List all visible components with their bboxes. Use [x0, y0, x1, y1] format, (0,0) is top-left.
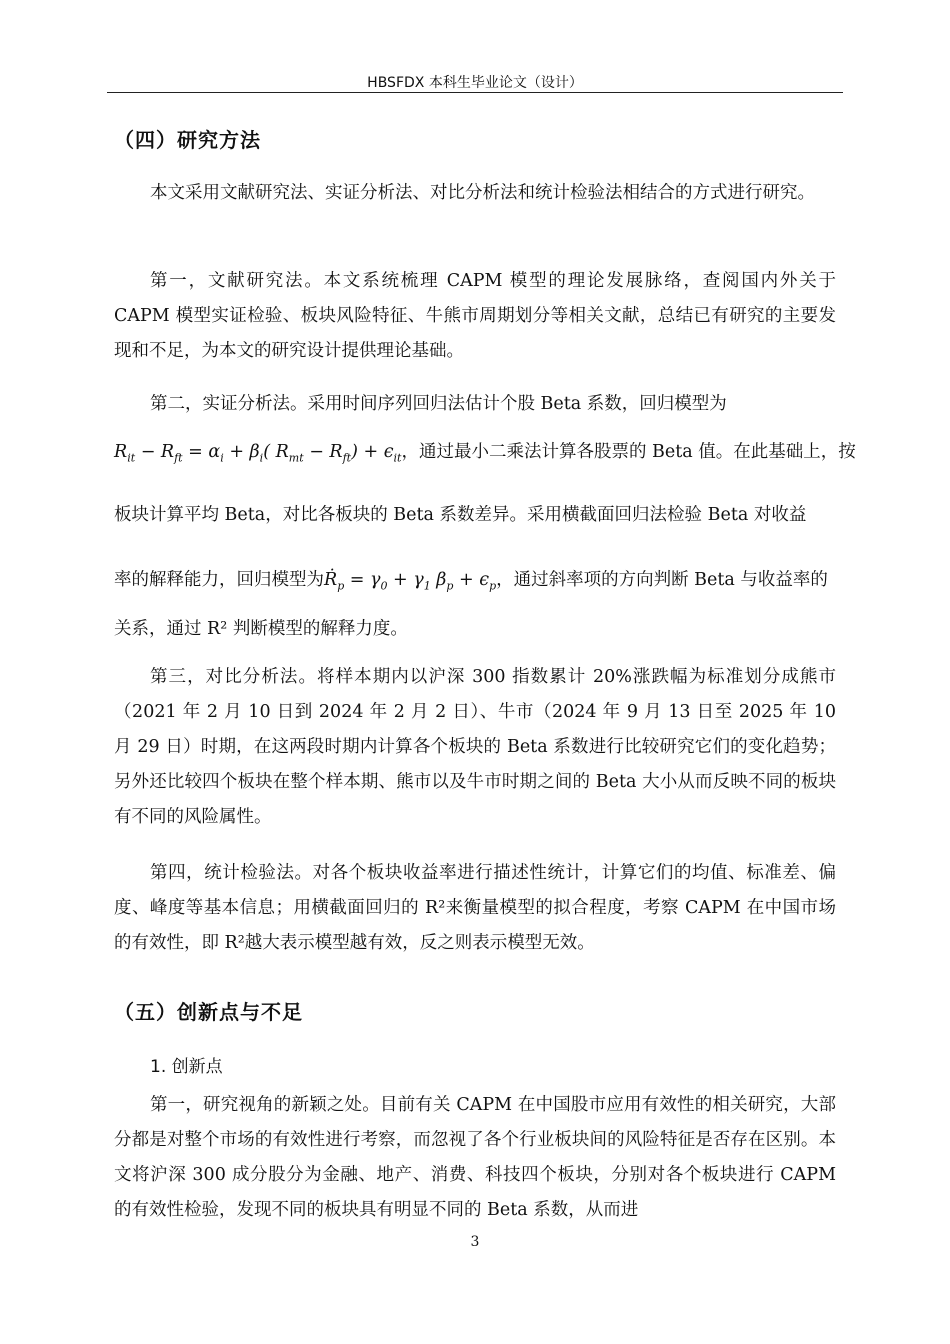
regression-formula-crosssection: Ṙ$_p$ = $\gamma_0 + \gamma_1$ $\beta_p + \epsilon_p$	[324, 570, 497, 593]
section-heading-innovation: （五）创新点与不足	[114, 1000, 303, 1024]
subheading-innovation-points: 1. 创新点	[150, 1057, 223, 1077]
paragraph-empirical-line4: 率的解释能力，回归模型为Ṙ$_p$ = $\gamma_0 + \gamma_1$ $\beta_p + \epsilon_p$，通过斜率项的方向判断 Beta 与收益率的	[114, 570, 828, 593]
running-header: HBSFDX 本科生毕业论文（设计）	[367, 75, 583, 91]
paragraph-statistical-method: 第四，统计检验法。对各个板块收益率进行描述性统计，计算它们的均值、标准差、偏度、峰度等基本信息；用横截面回归的 R²来衡量模型的拟合程度，考察 CAPM 在中国市场的有效性，即 R²越大表示模型越有效，反之则表示模型无效。	[114, 863, 836, 953]
section-heading-methods: （四）研究方法	[114, 128, 261, 152]
paragraph-empirical-line5: 关系，通过 R² 判断模型的解释力度。	[114, 619, 408, 639]
paragraph-empirical-line1: 第二，实证分析法。采用时间序列回归法估计个股 Beta 系数，回归模型为	[150, 394, 727, 414]
paragraph-comparative-method: 第三，对比分析法。将样本期内以沪深 300 指数累计 20%涨跌幅为标准划分成熊市（2021 年 2 月 10 日到 2024 年 2 月 2 日）、牛市（2024 年 9 月 13 日至 2025 年 10 月 29 日）时期，在这两段时期内计算各个板块的 Beta 系数进行比较研究它们的变化趋势；另外还比较四个板块在整个样本期、熊市以及牛市时期之间的 Beta 大小从而反映不同的板块有不同的风险属性。	[114, 667, 836, 827]
regression-formula-timeseries: $R_{it} - R_{ft} = \alpha_i + \beta_i$( $R_{mt} - R_{ft}) + \epsilon_{it}$	[114, 442, 402, 465]
page-number: 3	[470, 1234, 480, 1250]
header-rule	[107, 92, 843, 93]
paragraph-overview: 本文采用文献研究法、实证分析法、对比分析法和统计检验法相结合的方式进行研究。	[150, 183, 815, 203]
paragraph-empirical-line2: $R_{it} - R_{ft} = \alpha_i + \beta_i$( $R_{mt} - R_{ft}) + \epsilon_{it}$，通过最小二乘法计算各股票的 Beta 值。在此基础上，按	[114, 442, 856, 465]
paragraph-empirical-line3: 板块计算平均 Beta，对比各板块的 Beta 系数差异。采用横截面回归法检验 Beta 对收益	[114, 505, 807, 525]
paragraph-innovation-1: 第一，研究视角的新颖之处。目前有关 CAPM 在中国股市应用有效性的相关研究，大部分都是对整个市场的有效性进行考察，而忽视了各个行业板块间的风险特征是否存在区别。本文将沪深 300 成分股分为金融、地产、消费、科技四个板块，分别对各个板块进行 CAPM 的有效性检验，发现不同的板块具有明显不同的 Beta 系数，从而进	[114, 1095, 836, 1220]
paragraph-literature-method: 第一，文献研究法。本文系统梳理 CAPM 模型的理论发展脉络，查阅国内外关于 CAPM 模型实证检验、板块风险特征、牛熊市周期划分等相关文献，总结已有研究的主要发现和不足，为本文的研究设计提供理论基础。	[114, 271, 836, 361]
